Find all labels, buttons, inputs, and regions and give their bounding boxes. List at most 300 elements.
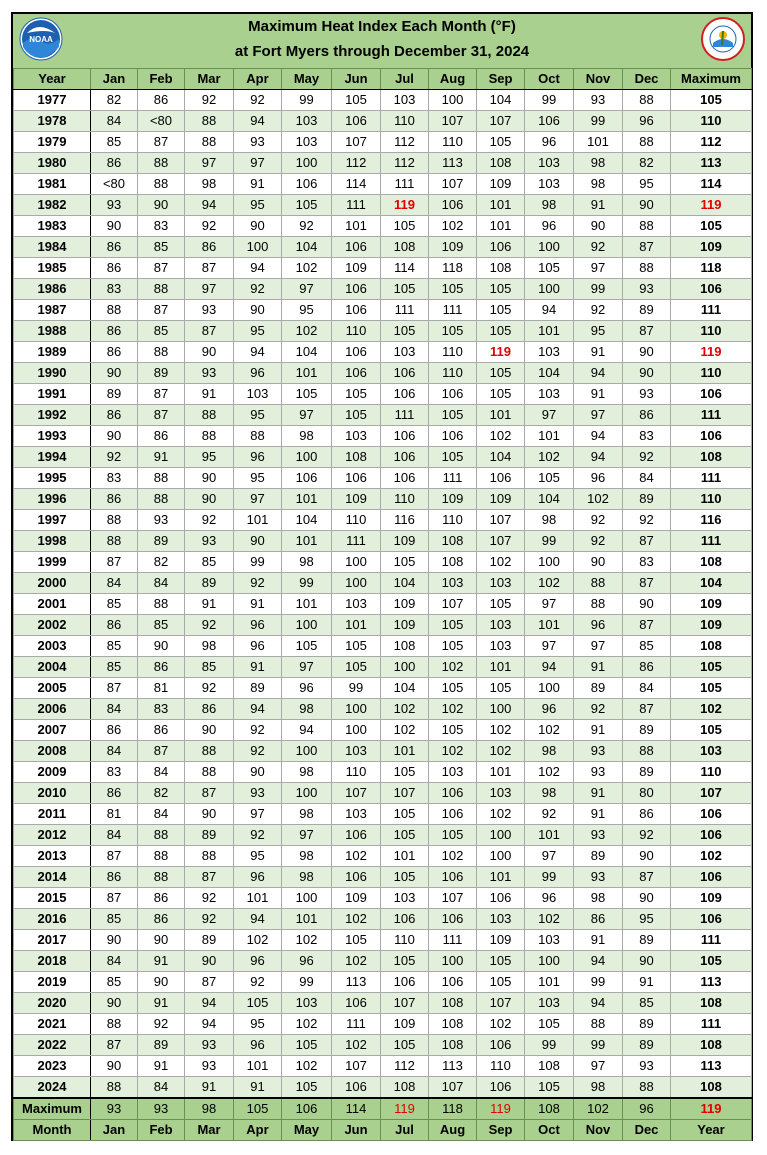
month-value-cell: 87 bbox=[185, 867, 234, 888]
month-value-cell: 94 bbox=[525, 657, 574, 678]
month-value-cell: 101 bbox=[332, 216, 381, 237]
month-value-cell: 92 bbox=[574, 300, 623, 321]
month-value-cell: 92 bbox=[185, 216, 234, 237]
month-value-cell: 90 bbox=[91, 993, 138, 1014]
month-value-cell: 86 bbox=[623, 804, 671, 825]
table-row bbox=[14, 237, 752, 258]
month-value-cell: 85 bbox=[138, 615, 185, 636]
month-value-cell: 109 bbox=[477, 174, 525, 195]
month-value-cell: 94 bbox=[185, 993, 234, 1014]
month-value-cell: 91 bbox=[185, 384, 234, 405]
annual-max-cell: 111 bbox=[671, 405, 752, 426]
table-row bbox=[14, 342, 752, 363]
month-value-cell: 88 bbox=[91, 1014, 138, 1035]
month-value-cell: 101 bbox=[282, 363, 332, 384]
month-value-cell: 91 bbox=[234, 657, 282, 678]
month-value-cell: 105 bbox=[332, 384, 381, 405]
annual-max-cell: 114 bbox=[671, 174, 752, 195]
month-value-cell: 107 bbox=[429, 111, 477, 132]
month-value-cell: 102 bbox=[282, 1056, 332, 1077]
month-value-cell: 106 bbox=[381, 972, 429, 993]
year-cell: 2003 bbox=[14, 636, 91, 657]
month-value-cell: 104 bbox=[282, 342, 332, 363]
month-value-cell: 102 bbox=[429, 699, 477, 720]
month-value-cell: 100 bbox=[381, 657, 429, 678]
month-value-cell: 111 bbox=[429, 930, 477, 951]
month-value-cell: 93 bbox=[185, 1035, 234, 1056]
column-header: Sep bbox=[477, 69, 525, 90]
annual-max-cell: 118 bbox=[671, 258, 752, 279]
month-value-cell: 106 bbox=[381, 426, 429, 447]
footer_month-label: Month bbox=[14, 1120, 91, 1141]
month-value-cell: 86 bbox=[138, 90, 185, 111]
month-value-cell: 105 bbox=[477, 384, 525, 405]
month-value-cell: 88 bbox=[138, 846, 185, 867]
footer_month-cell: Mar bbox=[185, 1120, 234, 1141]
month-value-cell: 95 bbox=[234, 405, 282, 426]
month-value-cell: 89 bbox=[91, 384, 138, 405]
month-value-cell: 106 bbox=[332, 237, 381, 258]
month-value-cell: 98 bbox=[185, 636, 234, 657]
month-value-cell: 94 bbox=[574, 951, 623, 972]
table-row bbox=[14, 993, 752, 1014]
month-value-cell: 88 bbox=[185, 426, 234, 447]
month-value-cell: 111 bbox=[429, 300, 477, 321]
table-row bbox=[14, 552, 752, 573]
month-value-cell: 91 bbox=[185, 1077, 234, 1099]
month-value-cell: 102 bbox=[477, 426, 525, 447]
month-value-cell: 105 bbox=[525, 1077, 574, 1099]
month-value-cell: 99 bbox=[574, 111, 623, 132]
month-value-cell: 90 bbox=[185, 720, 234, 741]
month-value-cell: 89 bbox=[623, 762, 671, 783]
year-cell: 2017 bbox=[14, 930, 91, 951]
month-value-cell: 96 bbox=[525, 216, 574, 237]
month-value-cell: 105 bbox=[429, 825, 477, 846]
month-value-cell: 103 bbox=[234, 384, 282, 405]
month-value-cell: 107 bbox=[381, 993, 429, 1014]
month-value-cell: 90 bbox=[623, 195, 671, 216]
year-cell: 1989 bbox=[14, 342, 91, 363]
nws-logo-icon bbox=[701, 17, 745, 61]
month-value-cell: 101 bbox=[477, 216, 525, 237]
month-value-cell: 109 bbox=[477, 489, 525, 510]
month-value-cell: 111 bbox=[332, 531, 381, 552]
month-value-cell: 90 bbox=[623, 846, 671, 867]
table-row bbox=[14, 783, 752, 804]
month-value-cell: 93 bbox=[623, 279, 671, 300]
month-value-cell: 90 bbox=[138, 930, 185, 951]
month-value-cell: 105 bbox=[332, 90, 381, 111]
month-value-cell: 87 bbox=[91, 678, 138, 699]
annual-max-cell: 116 bbox=[671, 510, 752, 531]
month-value-cell: 105 bbox=[429, 321, 477, 342]
month-value-cell: 111 bbox=[381, 405, 429, 426]
month-value-cell: 86 bbox=[623, 405, 671, 426]
month-value-cell: 92 bbox=[623, 825, 671, 846]
month-value-cell: 109 bbox=[332, 258, 381, 279]
table-row bbox=[14, 573, 752, 594]
month-value-cell: 88 bbox=[623, 132, 671, 153]
table-row bbox=[14, 951, 752, 972]
table-row bbox=[14, 678, 752, 699]
month-value-cell: 105 bbox=[429, 447, 477, 468]
month-value-cell: 89 bbox=[623, 300, 671, 321]
month-value-cell: 105 bbox=[332, 657, 381, 678]
month-value-cell: 83 bbox=[623, 552, 671, 573]
month-value-cell: 95 bbox=[282, 300, 332, 321]
month-value-cell: 92 bbox=[574, 237, 623, 258]
month-value-cell: 90 bbox=[574, 216, 623, 237]
month-value-cell: 116 bbox=[381, 510, 429, 531]
month-value-cell: 100 bbox=[525, 237, 574, 258]
month-value-cell: 85 bbox=[138, 237, 185, 258]
month-value-cell: 88 bbox=[138, 468, 185, 489]
month-value-cell: 92 bbox=[234, 972, 282, 993]
column-header: Aug bbox=[429, 69, 477, 90]
month-value-cell: 106 bbox=[477, 237, 525, 258]
month-value-cell: 84 bbox=[91, 825, 138, 846]
month-value-cell: 92 bbox=[185, 90, 234, 111]
month-value-cell: 98 bbox=[574, 174, 623, 195]
month-value-cell: 86 bbox=[91, 783, 138, 804]
month-value-cell: 102 bbox=[282, 930, 332, 951]
month-value-cell: 88 bbox=[138, 489, 185, 510]
month-value-cell: 91 bbox=[574, 930, 623, 951]
month-value-cell: 93 bbox=[574, 90, 623, 111]
month-value-cell: 88 bbox=[234, 426, 282, 447]
month-value-cell: 110 bbox=[429, 342, 477, 363]
year-cell: 2024 bbox=[14, 1077, 91, 1099]
month-value-cell: 83 bbox=[138, 699, 185, 720]
month-value-cell: 107 bbox=[429, 888, 477, 909]
month-value-cell: 96 bbox=[234, 1035, 282, 1056]
month-value-cell: 109 bbox=[429, 237, 477, 258]
month-value-cell: 109 bbox=[381, 594, 429, 615]
year-cell: 1988 bbox=[14, 321, 91, 342]
month-value-cell: 104 bbox=[477, 90, 525, 111]
month-value-cell: 88 bbox=[138, 279, 185, 300]
month-value-cell: 96 bbox=[574, 468, 623, 489]
year-cell: 1998 bbox=[14, 531, 91, 552]
table-row bbox=[14, 468, 752, 489]
month-value-cell: 106 bbox=[381, 909, 429, 930]
month-value-cell: 102 bbox=[282, 1014, 332, 1035]
month-value-cell: 105 bbox=[381, 825, 429, 846]
year-cell: 2021 bbox=[14, 1014, 91, 1035]
month-value-cell: 114 bbox=[381, 258, 429, 279]
month-value-cell: 86 bbox=[185, 237, 234, 258]
month-value-cell: 106 bbox=[381, 363, 429, 384]
noaa-logo-text: NOAA bbox=[29, 35, 53, 44]
month-value-cell: 97 bbox=[234, 153, 282, 174]
annual-max-cell: 105 bbox=[671, 657, 752, 678]
month-value-cell: 101 bbox=[525, 972, 574, 993]
month-value-cell: 89 bbox=[623, 1014, 671, 1035]
month-value-cell: 91 bbox=[138, 1056, 185, 1077]
month-value-cell: 96 bbox=[574, 615, 623, 636]
month-value-cell: 86 bbox=[91, 342, 138, 363]
table-row bbox=[14, 825, 752, 846]
month-value-cell: 111 bbox=[429, 468, 477, 489]
month-value-cell: 100 bbox=[282, 153, 332, 174]
month-value-cell: 110 bbox=[429, 363, 477, 384]
footer_month-cell: Oct bbox=[525, 1120, 574, 1141]
month-value-cell: 105 bbox=[525, 1014, 574, 1035]
month-value-cell: 84 bbox=[91, 741, 138, 762]
table-row bbox=[14, 1056, 752, 1077]
month-value-cell: 108 bbox=[429, 552, 477, 573]
month-value-cell: 101 bbox=[477, 867, 525, 888]
month-value-cell: 93 bbox=[574, 867, 623, 888]
month-value-cell: 96 bbox=[234, 615, 282, 636]
annual-max-cell: 105 bbox=[671, 90, 752, 111]
month-value-cell: 102 bbox=[477, 804, 525, 825]
month-value-cell: 103 bbox=[332, 741, 381, 762]
month-value-cell: 86 bbox=[91, 258, 138, 279]
month-value-cell: 97 bbox=[525, 636, 574, 657]
column-header: Jun bbox=[332, 69, 381, 90]
month-value-cell: 91 bbox=[623, 972, 671, 993]
month-value-cell: 87 bbox=[91, 1035, 138, 1056]
table-row bbox=[14, 447, 752, 468]
year-cell: 2023 bbox=[14, 1056, 91, 1077]
month-value-cell: 100 bbox=[332, 699, 381, 720]
table-row bbox=[14, 720, 752, 741]
annual-max-cell: 108 bbox=[671, 636, 752, 657]
year-cell: 2001 bbox=[14, 594, 91, 615]
month-value-cell: 92 bbox=[234, 573, 282, 594]
year-cell: 2002 bbox=[14, 615, 91, 636]
month-value-cell: 108 bbox=[381, 1077, 429, 1099]
month-value-cell: 91 bbox=[574, 342, 623, 363]
month-value-cell: 87 bbox=[623, 573, 671, 594]
year-cell: 1984 bbox=[14, 237, 91, 258]
month-value-cell: 85 bbox=[91, 594, 138, 615]
column-header: Jan bbox=[91, 69, 138, 90]
month-value-cell: 93 bbox=[574, 762, 623, 783]
month-value-cell: 102 bbox=[477, 1014, 525, 1035]
table-row bbox=[14, 195, 752, 216]
month-value-cell: 89 bbox=[623, 930, 671, 951]
month-value-cell: 108 bbox=[429, 531, 477, 552]
month-value-cell: 88 bbox=[91, 510, 138, 531]
month-value-cell: 81 bbox=[138, 678, 185, 699]
month-value-cell: 98 bbox=[525, 510, 574, 531]
month-value-cell: 106 bbox=[429, 384, 477, 405]
month-value-cell: 102 bbox=[429, 657, 477, 678]
month-value-cell: 88 bbox=[138, 153, 185, 174]
month-value-cell: 101 bbox=[477, 405, 525, 426]
month-value-cell: 102 bbox=[332, 951, 381, 972]
month-value-cell: 86 bbox=[138, 909, 185, 930]
month-value-cell: 87 bbox=[623, 615, 671, 636]
month-value-cell: 101 bbox=[525, 615, 574, 636]
month-value-cell: 101 bbox=[525, 825, 574, 846]
year-cell: 2005 bbox=[14, 678, 91, 699]
month-value-cell: 103 bbox=[477, 615, 525, 636]
footer_month-cell: Aug bbox=[429, 1120, 477, 1141]
month-value-cell: 89 bbox=[623, 489, 671, 510]
month-value-cell: 97 bbox=[525, 846, 574, 867]
year-cell: 2018 bbox=[14, 951, 91, 972]
month-value-cell: 86 bbox=[138, 720, 185, 741]
month-value-cell: 106 bbox=[381, 447, 429, 468]
column-header: May bbox=[282, 69, 332, 90]
month-value-cell: 87 bbox=[138, 300, 185, 321]
month-value-cell: 100 bbox=[282, 888, 332, 909]
month-value-cell: 102 bbox=[477, 741, 525, 762]
annual-max-cell: 102 bbox=[671, 846, 752, 867]
month-value-cell: 99 bbox=[525, 531, 574, 552]
month-value-cell: 89 bbox=[138, 531, 185, 552]
heat-index-table bbox=[13, 68, 752, 1141]
table-header-banner bbox=[13, 14, 751, 69]
month-value-cell: 103 bbox=[525, 930, 574, 951]
month-value-cell: 92 bbox=[185, 909, 234, 930]
month-value-cell: 89 bbox=[138, 1035, 185, 1056]
month-value-cell: 99 bbox=[332, 678, 381, 699]
month-value-cell: 107 bbox=[429, 174, 477, 195]
table-row bbox=[14, 594, 752, 615]
month-value-cell: 106 bbox=[282, 174, 332, 195]
month-value-cell: 107 bbox=[381, 783, 429, 804]
month-value-cell: 103 bbox=[525, 342, 574, 363]
month-value-cell: 87 bbox=[138, 384, 185, 405]
month-value-cell: 94 bbox=[234, 909, 282, 930]
month-value-cell: 91 bbox=[574, 657, 623, 678]
month-value-cell: 89 bbox=[623, 1035, 671, 1056]
month-value-cell: 107 bbox=[332, 1056, 381, 1077]
month-value-cell: 95 bbox=[185, 447, 234, 468]
year-cell: 1992 bbox=[14, 405, 91, 426]
table-row bbox=[14, 489, 752, 510]
month-value-cell: 102 bbox=[429, 846, 477, 867]
month-value-cell: 99 bbox=[234, 552, 282, 573]
month-value-cell: 92 bbox=[185, 615, 234, 636]
month-value-cell: 82 bbox=[138, 552, 185, 573]
month-value-cell: 101 bbox=[282, 909, 332, 930]
month-value-cell: 84 bbox=[91, 951, 138, 972]
month-value-cell: 97 bbox=[525, 594, 574, 615]
month-value-cell: 105 bbox=[332, 636, 381, 657]
month-value-cell: 103 bbox=[525, 153, 574, 174]
month-value-cell: 103 bbox=[381, 342, 429, 363]
month-value-cell: 106 bbox=[429, 426, 477, 447]
month-value-cell: 91 bbox=[574, 195, 623, 216]
month-value-cell: 97 bbox=[282, 279, 332, 300]
month-value-cell: 93 bbox=[185, 363, 234, 384]
annual-max-cell: 103 bbox=[671, 741, 752, 762]
month-value-cell: 97 bbox=[282, 657, 332, 678]
month-value-cell: 104 bbox=[477, 447, 525, 468]
month-value-cell: 102 bbox=[477, 552, 525, 573]
month-value-cell: 94 bbox=[574, 993, 623, 1014]
month-value-cell: 103 bbox=[332, 804, 381, 825]
month-value-cell: 113 bbox=[332, 972, 381, 993]
month-value-cell: 92 bbox=[574, 699, 623, 720]
month-value-cell: 105 bbox=[282, 636, 332, 657]
month-value-cell: <80 bbox=[138, 111, 185, 132]
month-value-cell: 99 bbox=[282, 90, 332, 111]
month-value-cell: 98 bbox=[282, 762, 332, 783]
month-value-cell: 96 bbox=[623, 111, 671, 132]
month-value-cell: 99 bbox=[574, 1035, 623, 1056]
month-value-cell: 94 bbox=[574, 363, 623, 384]
month-value-cell: 84 bbox=[138, 1077, 185, 1099]
month-value-cell: 98 bbox=[282, 426, 332, 447]
month-value-cell: 103 bbox=[332, 594, 381, 615]
annual-max-cell: 108 bbox=[671, 1077, 752, 1099]
month-value-cell: 84 bbox=[623, 678, 671, 699]
month-value-cell: 97 bbox=[282, 405, 332, 426]
month-value-cell: 85 bbox=[623, 636, 671, 657]
month-value-cell: 101 bbox=[234, 510, 282, 531]
month-value-cell: 91 bbox=[574, 804, 623, 825]
month-value-cell: 93 bbox=[138, 510, 185, 531]
month-value-cell: 89 bbox=[185, 573, 234, 594]
month-value-cell: 92 bbox=[234, 741, 282, 762]
column-header: Jul bbox=[381, 69, 429, 90]
table-row bbox=[14, 426, 752, 447]
month-value-cell: 92 bbox=[185, 510, 234, 531]
annual-max-cell: 102 bbox=[671, 699, 752, 720]
month-value-cell: 106 bbox=[381, 468, 429, 489]
month-value-cell: 85 bbox=[91, 972, 138, 993]
month-value-cell: 88 bbox=[138, 174, 185, 195]
month-value-cell: 97 bbox=[574, 258, 623, 279]
annual-max-cell: 111 bbox=[671, 1014, 752, 1035]
table-row bbox=[14, 804, 752, 825]
month-value-cell: 100 bbox=[525, 552, 574, 573]
footer_month-cell: Sep bbox=[477, 1120, 525, 1141]
month-value-cell: 86 bbox=[185, 699, 234, 720]
month-value-cell: 104 bbox=[381, 573, 429, 594]
month-value-cell: 95 bbox=[234, 1014, 282, 1035]
month-value-cell: 90 bbox=[185, 951, 234, 972]
month-value-cell: 87 bbox=[138, 258, 185, 279]
month-value-cell: 105 bbox=[381, 762, 429, 783]
month-value-cell: 90 bbox=[91, 930, 138, 951]
column-header: Year bbox=[14, 69, 91, 90]
month-value-cell: 92 bbox=[525, 804, 574, 825]
month-value-cell: 118 bbox=[429, 258, 477, 279]
month-value-cell: 107 bbox=[332, 132, 381, 153]
year-cell: 2016 bbox=[14, 909, 91, 930]
month-value-cell: 83 bbox=[91, 468, 138, 489]
footer_max-cell: 114 bbox=[332, 1098, 381, 1120]
month-value-cell: 91 bbox=[234, 174, 282, 195]
month-value-cell: 112 bbox=[381, 132, 429, 153]
year-cell: 2019 bbox=[14, 972, 91, 993]
footer_max-cell: 93 bbox=[138, 1098, 185, 1120]
month-value-cell: 88 bbox=[185, 741, 234, 762]
month-value-cell: 109 bbox=[381, 615, 429, 636]
month-value-cell: 90 bbox=[234, 762, 282, 783]
month-value-cell: 105 bbox=[381, 216, 429, 237]
month-value-cell: 88 bbox=[574, 594, 623, 615]
column-header: Dec bbox=[623, 69, 671, 90]
month-value-cell: 102 bbox=[429, 741, 477, 762]
month-value-cell: 99 bbox=[525, 867, 574, 888]
month-value-cell: 91 bbox=[574, 384, 623, 405]
month-value-cell: 109 bbox=[429, 489, 477, 510]
month-value-cell: 88 bbox=[623, 1077, 671, 1099]
month-value-cell: 105 bbox=[477, 279, 525, 300]
annual-max-cell: 106 bbox=[671, 909, 752, 930]
month-value-cell: 92 bbox=[282, 216, 332, 237]
month-value-cell: 98 bbox=[574, 888, 623, 909]
